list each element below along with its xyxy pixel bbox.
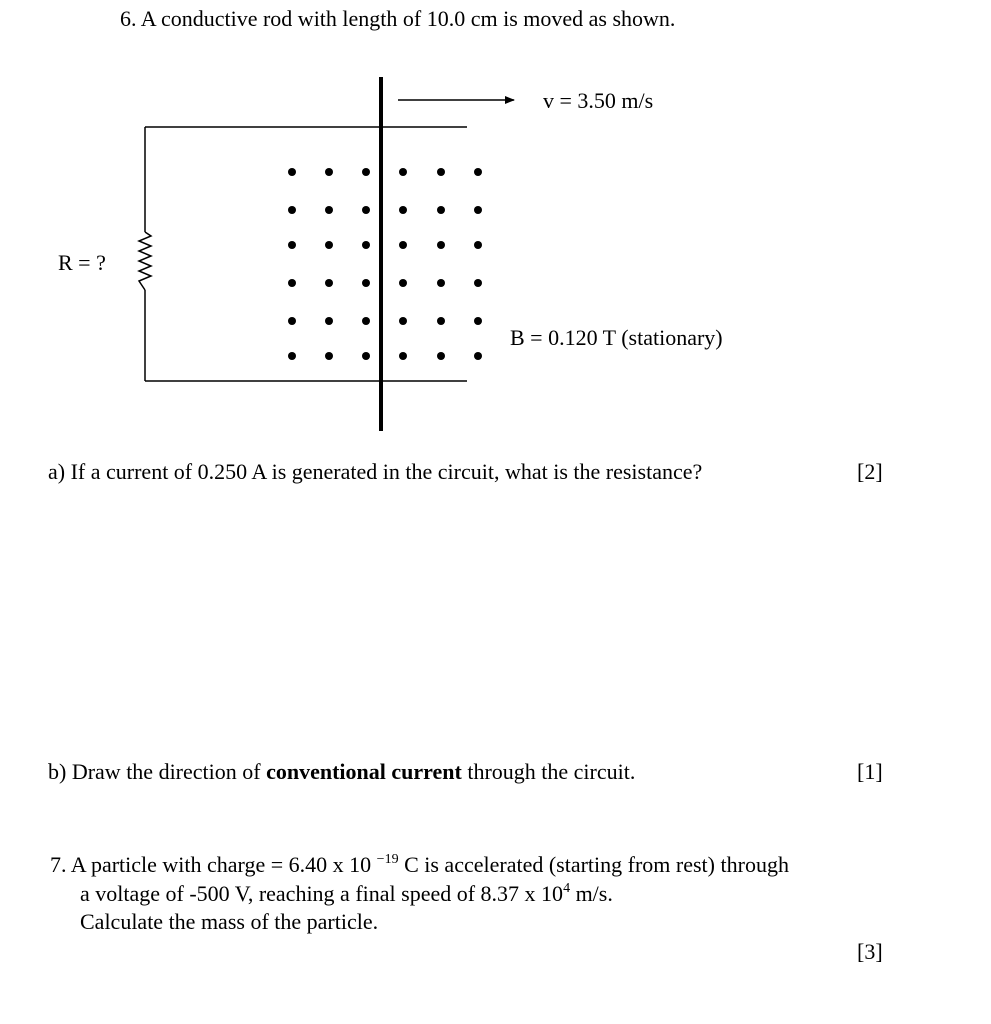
field-dot [437, 241, 445, 249]
field-dot [399, 352, 407, 360]
field-dot [474, 241, 482, 249]
field-dot [288, 168, 296, 176]
circuit-diagram [0, 0, 991, 450]
field-label: B = 0.120 T (stationary) [510, 325, 723, 350]
field-dot [399, 206, 407, 214]
field-dot [362, 241, 370, 249]
field-dot [437, 206, 445, 214]
question-7-line-2 [80, 880, 613, 908]
question-6a-marks: [2] [857, 459, 883, 484]
field-dot [399, 168, 407, 176]
field-dot [474, 352, 482, 360]
field-dot [474, 279, 482, 287]
field-dot [325, 168, 333, 176]
field-dot [288, 206, 296, 214]
field-dot [437, 317, 445, 325]
question-6b-suffix: through the circuit. [461, 759, 636, 784]
field-dot [288, 241, 296, 249]
field-dot [288, 317, 296, 325]
field-dot [325, 317, 333, 325]
q7-line1-end: C is accelerated (starting from rest) through [398, 852, 789, 877]
field-dot [399, 279, 407, 287]
field-dot [474, 206, 482, 214]
field-dot [362, 168, 370, 176]
q7-line2-end: m/s. [570, 881, 613, 906]
q7-line1-start: 7. A particle with charge = 6.40 x 10 [50, 852, 372, 877]
magnetic-field-dots [288, 168, 482, 360]
q7-charge-exponent: −19 [376, 852, 399, 867]
field-dot [474, 168, 482, 176]
field-dot [362, 317, 370, 325]
field-dot [362, 279, 370, 287]
question-7-marks: [3] [857, 939, 883, 964]
resistor-symbol [139, 232, 151, 290]
field-dot [399, 317, 407, 325]
field-dot [437, 352, 445, 360]
question-6b-prefix: b) Draw the direction of [48, 759, 267, 784]
question-7-line-1 [50, 851, 789, 879]
velocity-label: v = 3.50 m/s [543, 88, 654, 113]
field-dot [325, 279, 333, 287]
question-6a: a) If a current of 0.250 A is generated in the circuit, what is the resistance? [48, 459, 703, 484]
field-dot [325, 241, 333, 249]
field-dot [399, 241, 407, 249]
field-dot [474, 317, 482, 325]
field-dot [288, 352, 296, 360]
q7-line2-start: a voltage of -500 V, reaching a final speed of 8.37 x 10 [80, 881, 564, 906]
question-6b [48, 758, 635, 786]
question-6-title: 6. A conductive rod with length of 10.0 cm is moved as shown. [120, 6, 676, 31]
field-dot [288, 279, 296, 287]
resistor-label: R = ? [58, 250, 106, 275]
question-7-line-3: Calculate the mass of the particle. [80, 909, 379, 934]
q7-speed-exponent: 4 [563, 881, 571, 896]
field-dot [437, 279, 445, 287]
field-dot [325, 206, 333, 214]
question-6b-bold: conventional current [266, 759, 462, 784]
field-dot [437, 168, 445, 176]
field-dot [325, 352, 333, 360]
question-6b-marks: [1] [857, 759, 883, 784]
field-dot [362, 206, 370, 214]
field-dot [362, 352, 370, 360]
